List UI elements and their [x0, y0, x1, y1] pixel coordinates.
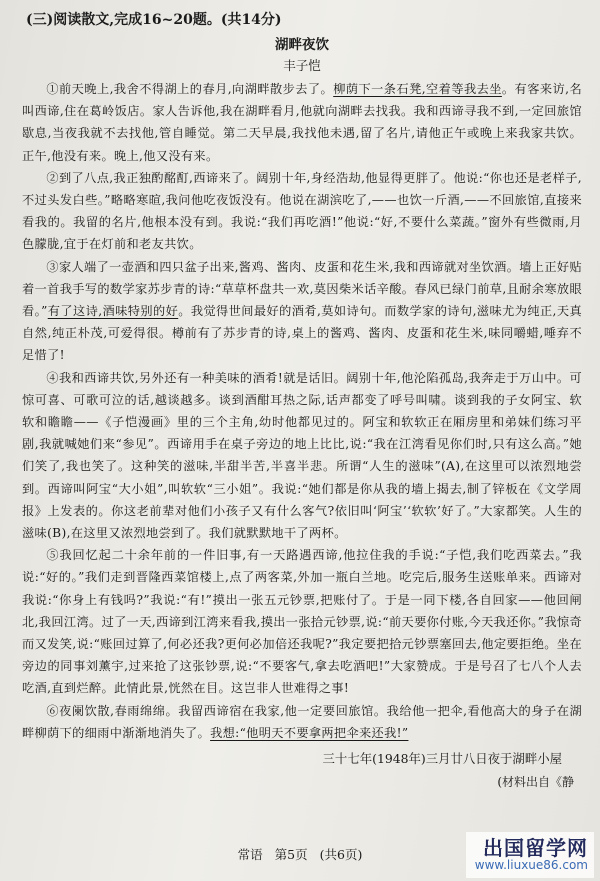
paragraph-4: ④我和西谛共饮,另外还有一种美味的酒肴!就是话旧。阔别十年,他沦陷孤岛,我奔走于万山中。可惊可喜、可歌可泣的话,越谈越多。谈到酒酣耳热之际,话声都变了呼号叫啸。谈到我的子女阿宝、软软和瞻瞻——《子恺漫画》里的三个主角,幼时他都见过的。阿宝和软软正在厢房里和弟妹们练习平剧,我就喊她们来“参见”。西谛用手在桌子旁边的地上比比,说:“我在江湾看见你们时,只有这么高。”她们笑了,我也笑了。这种笑的滋味,半甜半苦,半喜半悲。所谓“人生的滋味”(A),在这里可以浓烈地尝到。西谛叫阿宝“大小姐”,叫软软“三小姐”。我说:“她们都是你从我的墙上揭去,制了锌板在《文学周报》上发表的。你这老前辈对他们小孩子又有什么客气?依旧叫‘阿宝’‘软软’好了。”大家都笑。人生的滋味(B),在这里又浓烈地尝到了。我们就默默地干了两杯。	[22, 370, 582, 541]
paragraph-2: ②到了八点,我正独酌酩酊,西谛来了。阔别十年,身经浩劫,他显得更胖了。他说:“你也还是老样子,不过头发白些。”略略寒暄,我问他吃夜饭没有。他说在湖滨吃了,——也饮一斤酒,——不回旅馆,直接来看我的。我留的名片,他根本没有到。我说:“我们再吃酒!”他说:“好,不要什么菜蔬。”窗外有些微雨,月色朦胧,宜于在灯前和老友共饮。	[22, 170, 582, 252]
underlined-sentence-1: 柳荫下一条石凳,空着等我去坐	[333, 82, 502, 96]
paragraph-6	[22, 700, 582, 744]
reading-section	[22, 10, 582, 792]
article-title: 湖畔夜饮	[275, 37, 329, 53]
site-watermark	[466, 832, 594, 878]
article-author: 丰子恺	[283, 58, 321, 73]
paragraph-1	[22, 78, 582, 167]
source-note: (材料出自《静	[497, 775, 574, 790]
footer-subject: 常语	[237, 847, 263, 862]
paragraph-3-rest: 。我觉得世间最好的酒肴,莫如诗句。而数学家的诗句,滋味尤为纯正,天真自然,纯正朴茂,可爱得很。樽前有了苏步青的诗,桌上的酱鸡、酱肉、皮蛋和花生米,味同嚼蜡,唾弃不足惜了!	[22, 304, 582, 363]
watermark-url: www.liuxue86.com	[474, 858, 588, 872]
paragraph-6-text: ⑥夜阑饮散,春雨绵绵。我留西谛宿在我家,他一定要回旅馆。我给他一把伞,看他高大的身子在湖畔柳荫下的细雨中渐渐地消失了。	[22, 703, 582, 740]
paragraph-5: ⑤我回忆起二十余年前的一件旧事,有一天路遇西谛,他拉住我的手说:“子恺,我们吃西菜去。”我说:“好的。”我们走到晋隆西菜馆楼上,点了两客菜,外加一瓶白兰地。吃完后,服务生送账单来。西谛对我说:“你身上有钱吗?”我说:“有!”摸出一张五元钞票,把账付了。于是一同下楼,各自回家——他回闸北,我回江湾。过了一天,西谛到江湾来看我,摸出一张拾元钞票,说:“前天要你付账,今天我还你。”我惊奇而又发笑,说:“账回过算了,何必还我?更何必加倍还我呢?”我定要把拾元钞票塞回去,他定要拒绝。坐在旁边的同事刘薰宇,过来抢了这张钞票,说:“不要客气,拿去吃酒吧!”大家赞成。于是号召了七八个人去吃酒,直到烂醉。此情此景,恍然在目。这岂非人世难得之事!	[22, 548, 582, 696]
date-place-line: 三十七年(1948年)三月廿八日夜于湖畔小屋	[322, 751, 562, 767]
footer-page: 第5页	[274, 847, 308, 862]
watermark-name: 出国留学网	[483, 836, 588, 860]
footer-total: (共6页)	[319, 847, 363, 862]
underlined-sentence-3: 有了这诗,酒味特别的好	[47, 304, 179, 319]
underlined-sentence-6: 我想:“他明天不要拿两把伞来还我!”	[210, 725, 409, 740]
section-heading: (三)阅读散文,完成16~20题。(共14分)	[26, 12, 282, 28]
paragraph-3	[22, 256, 582, 367]
paragraph-1-rest: 。有客来访,名叫西谛,住在葛岭饭店。家人告诉他,我在湖畔看月,他就向湖畔去找我。我和西谛寻我不到,一定回旅馆歇息,当夜我就不去找他,管自睡觉。第二天早晨,我找他未遇,留了名片,请他正午或晚上来我家共饮。正午,他没有来。晚上,他又没有来。	[22, 82, 582, 163]
paragraph-3-text: ③家人端了一壶酒和四只盆子出来,酱鸡、酱肉、皮蛋和花生米,我和西谛就对坐饮酒。墙上正好贴着一首我手写的数学家苏步青的诗:“草草杯盘共一欢,莫因柴米话辛酸。春风已绿门前草,且耐余寒放眼看。”	[22, 259, 582, 319]
paragraph-1-text: ①前天晚上,我舍不得湖上的春月,向湖畔散步去了。	[46, 82, 334, 96]
